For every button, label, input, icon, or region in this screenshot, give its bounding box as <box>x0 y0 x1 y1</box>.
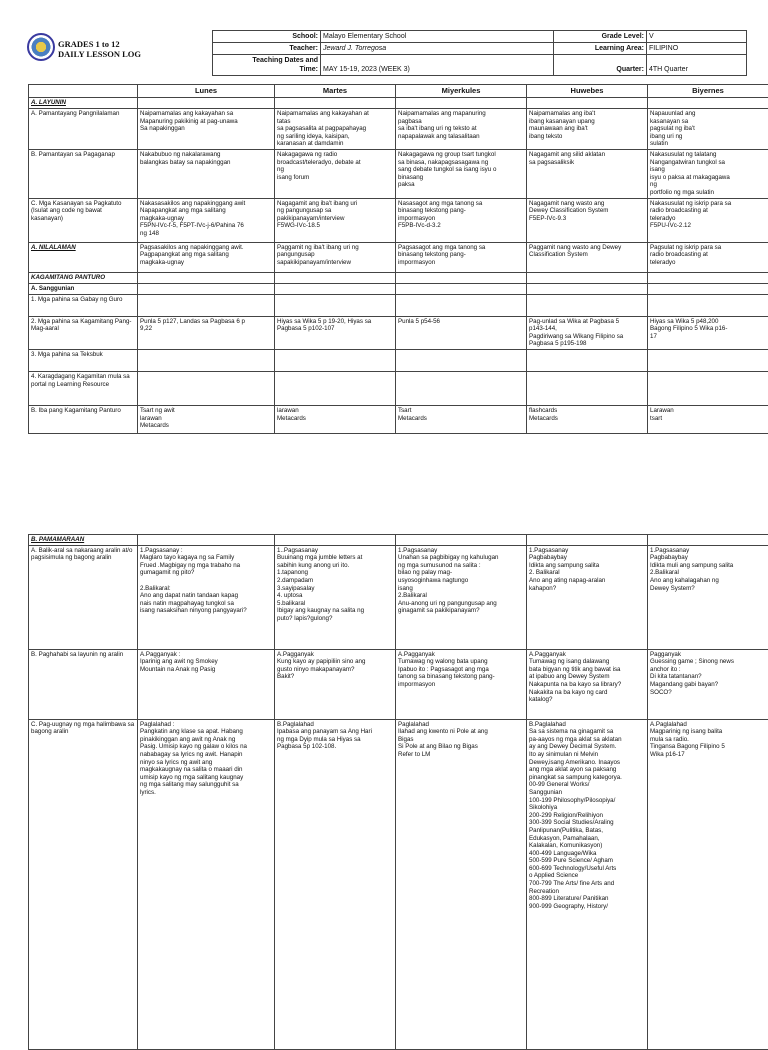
cell-martes <box>275 283 396 294</box>
cell-huwebes <box>527 371 648 405</box>
row-label: 2. Mga pahina sa Kagamitang Pang-Mag-aaral <box>29 316 138 349</box>
teacher-value: Jeward J. Torregosa <box>321 43 554 55</box>
row-label: KAGAMITANG PANTURO <box>29 272 138 283</box>
row-label: 1. Mga pahina sa Gabay ng Guro <box>29 294 138 316</box>
grade-label: Grade Level: <box>554 31 647 43</box>
cell-huwebes <box>527 535 648 546</box>
cell-miyerkules: Nakagagawa ng group tsart tungkol sa binasa, nakapagsasagawa ng sang debate tungkol sa isang isyu o binasang paksa <box>396 149 527 198</box>
cell-lunes: Nakasasakilos ang napakinggang awit Napapangkat ang mga salitang magkaka-ugnay F5PN-IVc-f-5, F5PT-IVc-j-6/Pahina 76 ng 148 <box>138 198 275 242</box>
cell-lunes <box>138 283 275 294</box>
row-label: A. Pamantayang Pangnilalaman <box>29 109 138 150</box>
row-label: B. Iba pang Kagamitang Panturo <box>29 405 138 433</box>
cell-huwebes: Paggamit nang wasto ang Dewey Classification System <box>527 242 648 272</box>
cell-biyernes <box>648 535 768 546</box>
cell-biyernes <box>648 371 768 405</box>
cell-martes: B.Paglalahad Ipabasa ang panayam sa Ang Hari ng mga Dyip mula sa Hiyas sa Pagbasa 5p 102-108. <box>275 719 396 1049</box>
cell-biyernes: Hiyas sa Wika 5 p48,200 Bagong Filipino 5 Wika p16- 17 <box>648 316 768 349</box>
dates-label <box>213 55 321 76</box>
row-label: C. Pag-uugnay ng mga halimbawa sa bagong aralin <box>29 719 138 1049</box>
cell-biyernes: Nakasusulat ng iskrip para sa radio broadcasting at teleradyo F5PU-IVc-2.12 <box>648 198 768 242</box>
cell-lunes: Naipamamalas ang kakayahan sa Mapanuring pakikinig at pag-unawa Sa napakinggan <box>138 109 275 150</box>
day-header-row <box>29 85 768 98</box>
section-row <box>29 98 768 109</box>
cell-biyernes <box>648 283 768 294</box>
cell-biyernes: A.Paglalahad Magparinig ng isang balita mula sa radio. Tingansa Bagong Filipino 5 Wika p16-17 <box>648 719 768 1049</box>
learning-area-label: Learning Area: <box>554 43 647 55</box>
cell-martes <box>275 371 396 405</box>
section-row <box>29 371 768 405</box>
cell-miyerkules <box>396 371 527 405</box>
day-header-martes: Martes <box>275 85 396 98</box>
section-row <box>29 649 768 719</box>
cell-huwebes <box>527 294 648 316</box>
cell-lunes: Paglalahad : Pangkatin ang klase sa apat. Habang pinakikinggan ang awit ng Anak ng Pasig. Umisip kayo ng galaw o kilos na nababagay sa lyrics ng awit. Hanapin ninyo sa lyrics ng awit ang magkakaugnay na salita o maaari din umisip kayo ng mga salitang kaugnay ng mga salitang may salungguhit sa lyrics. <box>138 719 275 1049</box>
cell-biyernes: 1.Pagsasanay Pagbabaybay Idikta muli ang sampung salita 2.Balikaral Ano ang kahalagahan ng Dewey System? <box>648 545 768 649</box>
cell-biyernes: Nakasusulat ng talatang Nangangatwiran tungkol sa isang isyu o paksa at makagagawa ng portfolio ng mga sulatin <box>648 149 768 198</box>
day-header-huwebes: Huwebes <box>527 85 648 98</box>
cell-huwebes: Pag-unlad sa Wika at Pagbasa 5 p143-144, Pagdiriwang sa Wikang Filipino sa Pagbasa 5 p195-198 <box>527 316 648 349</box>
cell-biyernes: Pagsulat ng iskrip para sa radio broadcasting at teleradyo <box>648 242 768 272</box>
title-line-2: DAILY LESSON LOG <box>58 49 141 59</box>
cell-biyernes <box>648 98 768 109</box>
quarter-label: Quarter: <box>554 55 647 76</box>
dates-label-line-1: Teaching Dates and <box>215 56 318 65</box>
cell-huwebes <box>527 349 648 371</box>
cell-martes: A.Pagganyak Kung kayo ay papipiliin sino ang gusto ninyo makapanayam? Bakit? <box>275 649 396 719</box>
header-info-table <box>212 30 747 76</box>
learning-area-value: FILIPINO <box>647 43 747 55</box>
cell-miyerkules: Paglalahad Ilahad ang kwento ni Pole at ang Bigas Si Pole at ang Bilao ng Bigas Refer to LM <box>396 719 527 1049</box>
cell-martes: Paggamit ng iba't ibang uri ng pangungusap sapakikipanayam/interview <box>275 242 396 272</box>
cell-huwebes: flashcards Metacards <box>527 405 648 433</box>
cell-miyerkules <box>396 535 527 546</box>
cell-miyerkules: A.Pagganyak Tumawag ng walong bata upang Ipabuo ito : Pagsasagot ang mga tanong sa binasang tekstong pang- impormasyon <box>396 649 527 719</box>
cell-lunes: Nakabubuo ng nakalarawang balangkas batay sa napakinggan <box>138 149 275 198</box>
day-header-lunes: Lunes <box>138 85 275 98</box>
dates-value: MAY 15-19, 2023 (WEEK 3) <box>321 55 554 76</box>
dates-label-line-2: Time: <box>215 65 318 74</box>
section-row <box>29 242 768 272</box>
school-value: Malayo Elementary School <box>321 31 554 43</box>
cell-huwebes: Naipamamalas ang iba't ibang kasanayan upang maunawaan ang iba't ibang teksto <box>527 109 648 150</box>
cell-lunes <box>138 98 275 109</box>
cell-martes: larawan Metacards <box>275 405 396 433</box>
cell-huwebes: 1.Pagsasanay Pagbabaybay Idikta ang sampung salita 2. Balikaral Ano ang ating napag-aralan kahapon? <box>527 545 648 649</box>
section-row <box>29 198 768 242</box>
row-label: A. LAYUNIN <box>29 98 138 109</box>
cell-lunes <box>138 535 275 546</box>
cell-martes: Nakagagawa ng radio broadcast/teleradyo, debate at ng isang forum <box>275 149 396 198</box>
section-row <box>29 405 768 433</box>
cell-martes <box>275 272 396 283</box>
cell-miyerkules: Pagsasagot ang mga tanong sa binasang tekstong pang- impormasyon <box>396 242 527 272</box>
cell-huwebes <box>527 272 648 283</box>
cell-biyernes <box>648 272 768 283</box>
cell-lunes <box>138 371 275 405</box>
row-label: A. NILALAMAN <box>29 242 138 272</box>
cell-martes: Hiyas sa Wika 5 p 19-20, Hiyas sa Pagbasa 5 p102-107 <box>275 316 396 349</box>
cell-miyerkules <box>396 272 527 283</box>
cell-biyernes <box>648 294 768 316</box>
cell-miyerkules: Naipamamalas ang mapanuring pagbasa sa iba't ibang uri ng teksto at napapalawak ang talasalitaan <box>396 109 527 150</box>
empty-corner-cell <box>29 85 138 98</box>
cell-huwebes <box>527 283 648 294</box>
cell-lunes: Pagsasakilos ang napakinggang awit. Pagpapangkat ang mga salitang magkaka-ugnay <box>138 242 275 272</box>
row-label: B. PAMAMARAAN <box>29 535 138 546</box>
document-title <box>58 39 141 59</box>
section-row <box>29 535 768 546</box>
cell-lunes: 1.Pagsasanay : Maglaro tayo kagaya ng sa Family Frued .Magbigay ng mga trabaho na gumagamit ng pito? 2.Balikaral: Ano ang dapat natin tandaan kapag nais natin magpahayag tungkol sa isang nasaksihan ninyong pangyayari? <box>138 545 275 649</box>
cell-miyerkules: 1.Pagsasanay Unahan sa pagbibigay ng kahulugan ng mga sumusunod na salita : bilao ng palay mag- usyosoginhawa nagtungo isang 2.Balikaral Anu-anong uri ng pangungusap ang ginagamit sa pakikipanayam? <box>396 545 527 649</box>
row-label: B. Pamantayan sa Pagaganap <box>29 149 138 198</box>
cell-martes: Naipamamalas ang kakayahan at tatas sa pagsasalita at pagpapahayag ng sariling ideya, kaisipan, karanasan at damdamin <box>275 109 396 150</box>
section-row <box>29 283 768 294</box>
cell-miyerkules <box>396 294 527 316</box>
lesson-log-table-2 <box>28 534 768 1050</box>
section-row <box>29 719 768 1049</box>
deped-seal-logo <box>27 33 55 61</box>
cell-huwebes <box>527 98 648 109</box>
cell-miyerkules: Punla 5 p54-56 <box>396 316 527 349</box>
cell-lunes: Punla 5 p127, Landas sa Pagbasa 6 p 9,22 <box>138 316 275 349</box>
school-label: School: <box>213 31 321 43</box>
cell-lunes <box>138 272 275 283</box>
cell-martes <box>275 98 396 109</box>
title-line-1: GRADES 1 to 12 <box>58 39 141 49</box>
cell-martes <box>275 294 396 316</box>
row-label: A. Sanggunian <box>29 283 138 294</box>
row-label: B. Paghahabi sa layunin ng aralin <box>29 649 138 719</box>
section-row <box>29 349 768 371</box>
cell-huwebes: A.Pagganyak Tumawag ng isang dalawang bata bigyan ng titik ang bawat isa at ipabuo ang Dewey System Nakapunta na ba kayo sa library? Nakakita na ba kayo ng card katalog? <box>527 649 648 719</box>
cell-miyerkules <box>396 98 527 109</box>
day-header-miyerkules: Miyerkules <box>396 85 527 98</box>
row-label: 4. Karagdagang Kagamitan mula sa portal ng Learning Resource <box>29 371 138 405</box>
row-label: A. Balik-aral sa nakaraang aralin at/o pagsisimula ng bagong aralin <box>29 545 138 649</box>
cell-miyerkules: Nasasagot ang mga tanong sa binasang tekstong pang- impormasyon F5PB-IVc-d-3.2 <box>396 198 527 242</box>
section-row <box>29 294 768 316</box>
cell-martes <box>275 349 396 371</box>
lesson-log-table-1 <box>28 84 768 434</box>
teacher-label: Teacher: <box>213 43 321 55</box>
row-label: 3. Mga pahina sa Teksbuk <box>29 349 138 371</box>
cell-martes: 1..Pagsasanay Buuinang mga jumble letters at sabihin kung anong uri ito. 1.tapanong 2.dampadam 3.sayipasalay 4. uptosa 5.balikaral Ibigay ang kaugnay na salita ng puto? lapis?gulong? <box>275 545 396 649</box>
cell-lunes: A.Pagganyak : Iparinig ang awit ng Smokey Mountain na Anak ng Pasig <box>138 649 275 719</box>
section-row <box>29 149 768 198</box>
cell-miyerkules <box>396 349 527 371</box>
cell-biyernes: Napauunlad ang kasanayan sa pagsulat ng iba't ibang uri ng sulatin <box>648 109 768 150</box>
cell-lunes <box>138 294 275 316</box>
section-row <box>29 316 768 349</box>
cell-biyernes <box>648 349 768 371</box>
row-label: C. Mga Kasanayan sa Pagkatuto (Isulat ang code ng bawat kasanayan) <box>29 198 138 242</box>
cell-lunes <box>138 349 275 371</box>
cell-miyerkules: Tsart Metacards <box>396 405 527 433</box>
quarter-value: 4TH Quarter <box>647 55 747 76</box>
cell-huwebes: Nagagamit nang wasto ang Dewey Classification System F5EP-IVc-9.3 <box>527 198 648 242</box>
section-row <box>29 545 768 649</box>
section-row <box>29 109 768 150</box>
grade-value: V <box>647 31 747 43</box>
day-header-biyernes: Biyernes <box>648 85 768 98</box>
cell-miyerkules <box>396 283 527 294</box>
cell-huwebes: B.Paglalahad Sa sa sistema na ginagamit sa pa-aayos ng mga aklat sa aklatan ay ang Dewey Decimal System. Ito ay sinimulan ni Melvin Dewey,isang Amerikano. Inaayos ang mga aklat ayon sa paksang pinangkat sa sampung kategorya. 00-99 General Works/ Sanggunian 100-199 Philosophy/Pilosopiya/ Sikolohiya 200-299 Religion/Relihiyon 300-399 Social Studies/Araling Panlipunan(Pulitika, Batas, Edukasyon, Pamahalaan, Kalakalan, Komunikasyon) 400-499 Language/Wika 500-599 Pure Science/ Agham 600-699 Technology/Useful Arts o Applied Science 700-799 The Arts/ fine Arts and Recreation 800-899 Literature/ Panitikan 900-999 Geography, History/ <box>527 719 648 1049</box>
cell-lunes: Tsart ng awit larawan Metacards <box>138 405 275 433</box>
section-row <box>29 272 768 283</box>
cell-biyernes: Larawan tsart <box>648 405 768 433</box>
cell-martes <box>275 535 396 546</box>
cell-huwebes: Nagagamit ang silid aklatan sa pagsasaliksik <box>527 149 648 198</box>
cell-biyernes: Pagganyak Guessing game ; Sinong news anchor ito : Di kita tatantanan? Magandang gabi bayan? SOCO? <box>648 649 768 719</box>
cell-martes: Nagagamit ang iba't ibang uri ng pangungusap sa pakikipanayam/interview F5WG-IVc-18.5 <box>275 198 396 242</box>
